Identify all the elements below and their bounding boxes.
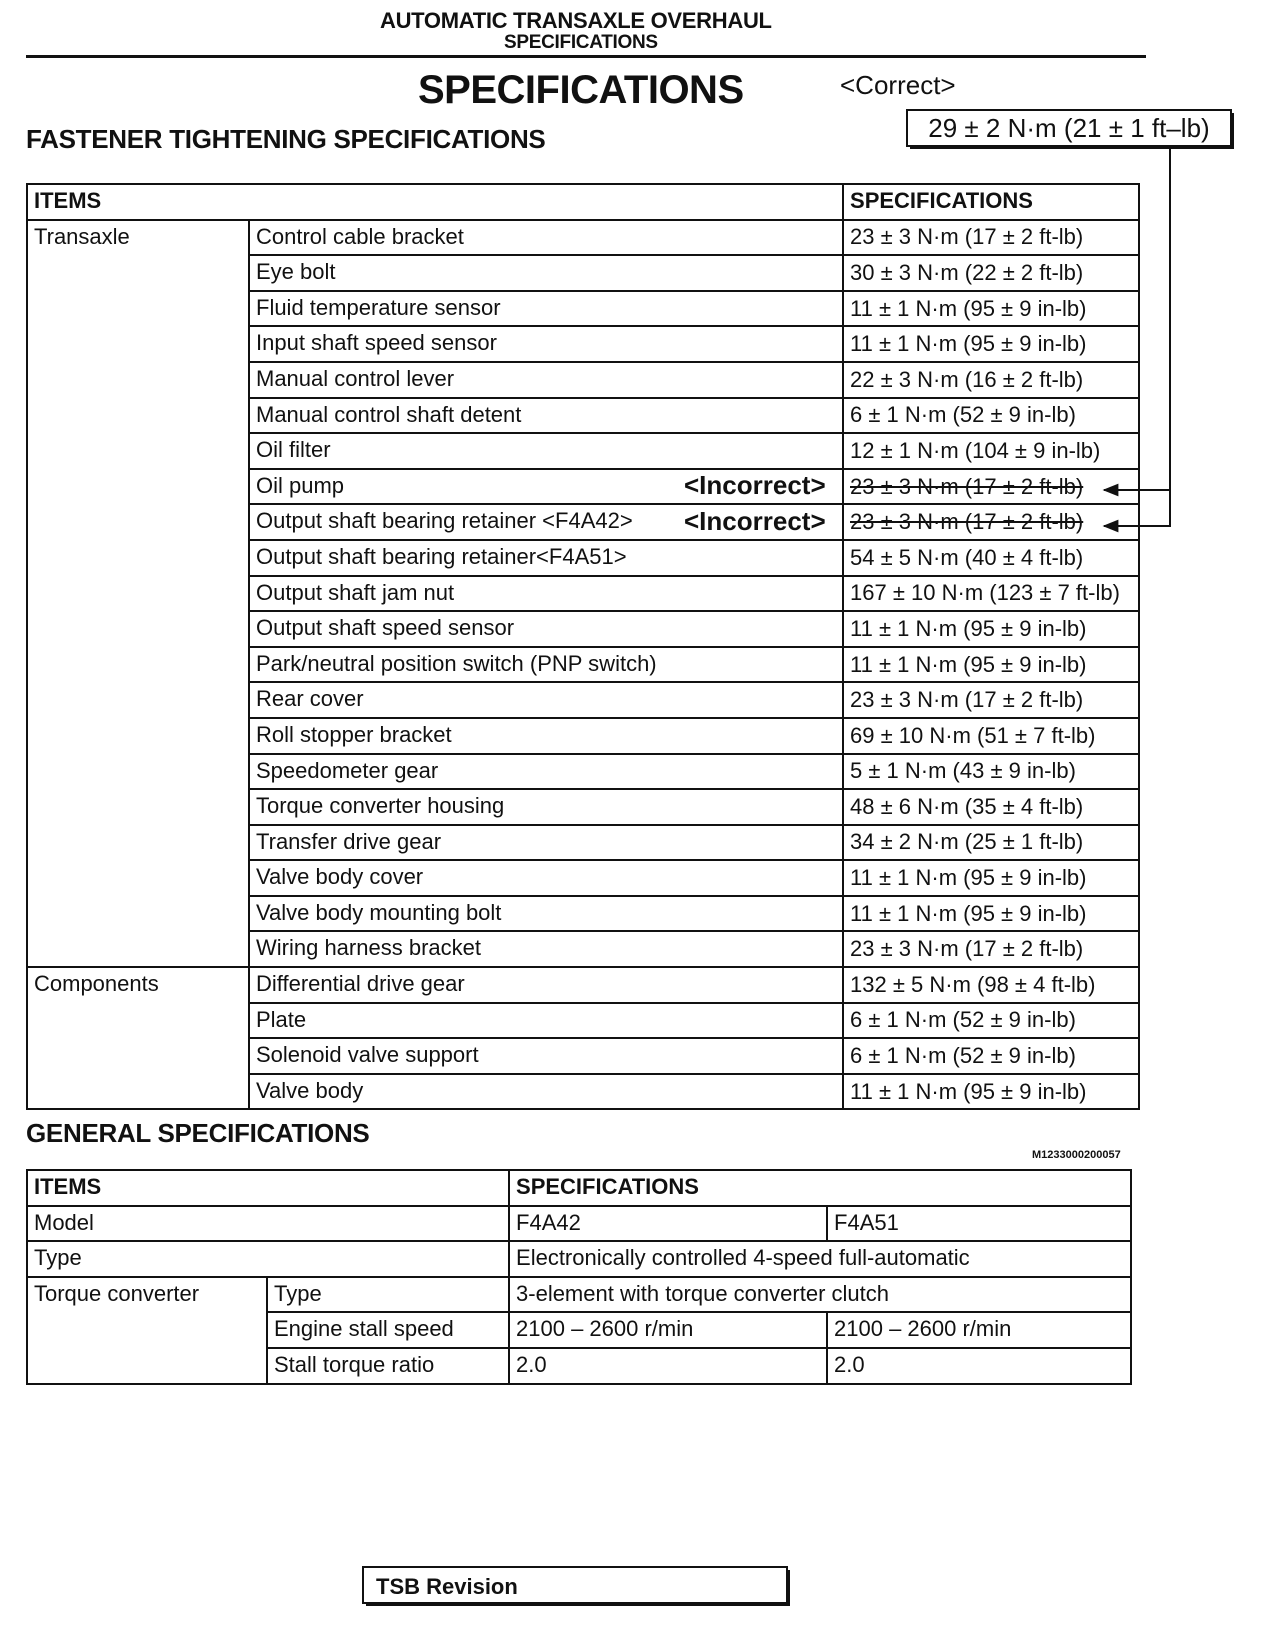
group-label: Transaxle <box>27 220 249 967</box>
stall-speed-b: 2100 – 2600 r/min <box>827 1312 1131 1348</box>
item-name: Wiring harness bracket <box>249 931 843 967</box>
item-spec: 34 ± 2 N·m (25 ± 1 ft-lb) <box>843 825 1139 861</box>
general-table <box>26 1169 1132 1385</box>
item-name: Differential drive gear <box>249 967 843 1003</box>
document-code: M1233000200057 <box>1032 1149 1121 1161</box>
item-name: Oil filter <box>249 433 843 469</box>
incorrect-label-bearing-retainer: <Incorrect> <box>684 506 826 536</box>
general-header-row <box>27 1170 1131 1206</box>
item-spec-incorrect: 23 ± 3 N·m (17 ± 2 ft-lb) <box>843 469 1139 505</box>
arrow-to-bearing-retainer <box>1104 490 1170 526</box>
item-spec: 30 ± 3 N·m (22 ± 2 ft-lb) <box>843 255 1139 291</box>
item-spec: 11 ± 1 N·m (95 ± 9 in-lb) <box>843 860 1139 896</box>
type-value: Electronically controlled 4-speed full-automatic <box>509 1241 1131 1277</box>
arrow-to-oil-pump <box>1076 146 1170 490</box>
torque-ratio-a: 2.0 <box>509 1348 827 1384</box>
item-spec-incorrect: 23 ± 3 N·m (17 ± 2 ft-lb) <box>843 504 1139 540</box>
col-specs-header: SPECIFICATIONS <box>843 184 1139 220</box>
fastener-section-title: FASTENER TIGHTENING SPECIFICATIONS <box>26 124 546 154</box>
item-name: Output shaft speed sensor <box>249 611 843 647</box>
stall-speed-a: 2100 – 2600 r/min <box>509 1312 827 1348</box>
torque-ratio-label: Stall torque ratio <box>267 1348 509 1384</box>
model-label: Model <box>27 1206 509 1242</box>
item-spec: 11 ± 1 N·m (95 ± 9 in-lb) <box>843 896 1139 932</box>
item-name: Speedometer gear <box>249 754 843 790</box>
item-name: Input shaft speed sensor <box>249 326 843 362</box>
group-label: Components <box>27 967 249 1109</box>
item-spec: 11 ± 1 N·m (95 ± 9 in-lb) <box>843 326 1139 362</box>
model-b: F4A51 <box>827 1206 1131 1242</box>
item-spec: 11 ± 1 N·m (95 ± 9 in-lb) <box>843 611 1139 647</box>
item-name: Valve body <box>249 1074 843 1110</box>
item-spec: 23 ± 3 N·m (17 ± 2 ft-lb) <box>843 682 1139 718</box>
item-name: Valve body cover <box>249 860 843 896</box>
item-spec: 11 ± 1 N·m (95 ± 9 in-lb) <box>843 291 1139 327</box>
item-spec: 132 ± 5 N·m (98 ± 4 ft-lb) <box>843 967 1139 1003</box>
general-section-title: GENERAL SPECIFICATIONS <box>26 1118 370 1148</box>
item-name: Output shaft bearing retainer<F4A51> <box>249 540 843 576</box>
item-spec: 6 ± 1 N·m (52 ± 9 in-lb) <box>843 1038 1139 1074</box>
torque-ratio-b: 2.0 <box>827 1348 1131 1384</box>
item-spec: 48 ± 6 N·m (35 ± 4 ft-lb) <box>843 789 1139 825</box>
general-col-specs: SPECIFICATIONS <box>509 1170 1131 1206</box>
tc-label: Torque converter <box>27 1277 267 1384</box>
type-row <box>27 1241 1131 1277</box>
item-spec: 11 ± 1 N·m (95 ± 9 in-lb) <box>843 1074 1139 1110</box>
item-spec: 23 ± 3 N·m (17 ± 2 ft-lb) <box>843 931 1139 967</box>
item-name: Output shaft jam nut <box>249 576 843 612</box>
correct-value-box: 29 ± 2 N·m (21 ± 1 ft–lb) <box>906 109 1232 147</box>
item-name: Plate <box>249 1003 843 1039</box>
item-spec: 54 ± 5 N·m (40 ± 4 ft-lb) <box>843 540 1139 576</box>
item-spec: 11 ± 1 N·m (95 ± 9 in-lb) <box>843 647 1139 683</box>
general-col-items: ITEMS <box>27 1170 509 1206</box>
item-spec: 22 ± 3 N·m (16 ± 2 ft-lb) <box>843 362 1139 398</box>
page-title: SPECIFICATIONS <box>418 68 744 112</box>
item-spec: 5 ± 1 N·m (43 ± 9 in-lb) <box>843 754 1139 790</box>
item-name: Fluid temperature sensor <box>249 291 843 327</box>
incorrect-label-oil-pump: <Incorrect> <box>684 470 826 500</box>
tc-type-label: Type <box>267 1277 509 1313</box>
item-name: Torque converter housing <box>249 789 843 825</box>
model-row <box>27 1206 1131 1242</box>
item-name: Oil pump <box>249 469 843 505</box>
header-line-1: AUTOMATIC TRANSAXLE OVERHAUL <box>380 8 772 33</box>
item-name: Park/neutral position switch (PNP switch) <box>249 647 843 683</box>
header-line-2: SPECIFICATIONS <box>504 32 658 53</box>
tc-type-value: 3-element with torque converter clutch <box>509 1277 1131 1313</box>
item-name: Control cable bracket <box>249 220 843 256</box>
item-name: Transfer drive gear <box>249 825 843 861</box>
item-name: Output shaft bearing retainer <F4A42> <box>249 504 843 540</box>
tc-type-row <box>27 1277 1131 1313</box>
correct-label: <Correct> <box>840 70 956 100</box>
model-a: F4A42 <box>509 1206 827 1242</box>
item-name: Solenoid valve support <box>249 1038 843 1074</box>
type-label: Type <box>27 1241 509 1277</box>
stall-speed-label: Engine stall speed <box>267 1312 509 1348</box>
item-name: Manual control shaft detent <box>249 398 843 434</box>
item-name: Rear cover <box>249 682 843 718</box>
item-spec: 6 ± 1 N·m (52 ± 9 in-lb) <box>843 398 1139 434</box>
item-spec: 167 ± 10 N·m (123 ± 7 ft-lb) <box>843 576 1139 612</box>
item-spec: 23 ± 3 N·m (17 ± 2 ft-lb) <box>843 220 1139 256</box>
item-name: Manual control lever <box>249 362 843 398</box>
item-spec: 6 ± 1 N·m (52 ± 9 in-lb) <box>843 1003 1139 1039</box>
tsb-revision-box: TSB Revision <box>362 1566 788 1604</box>
item-spec: 69 ± 10 N·m (51 ± 7 ft-lb) <box>843 718 1139 754</box>
item-spec: 12 ± 1 N·m (104 ± 9 in-lb) <box>843 433 1139 469</box>
col-items-header: ITEMS <box>27 184 843 220</box>
item-name: Valve body mounting bolt <box>249 896 843 932</box>
item-name: Roll stopper bracket <box>249 718 843 754</box>
item-name: Eye bolt <box>249 255 843 291</box>
